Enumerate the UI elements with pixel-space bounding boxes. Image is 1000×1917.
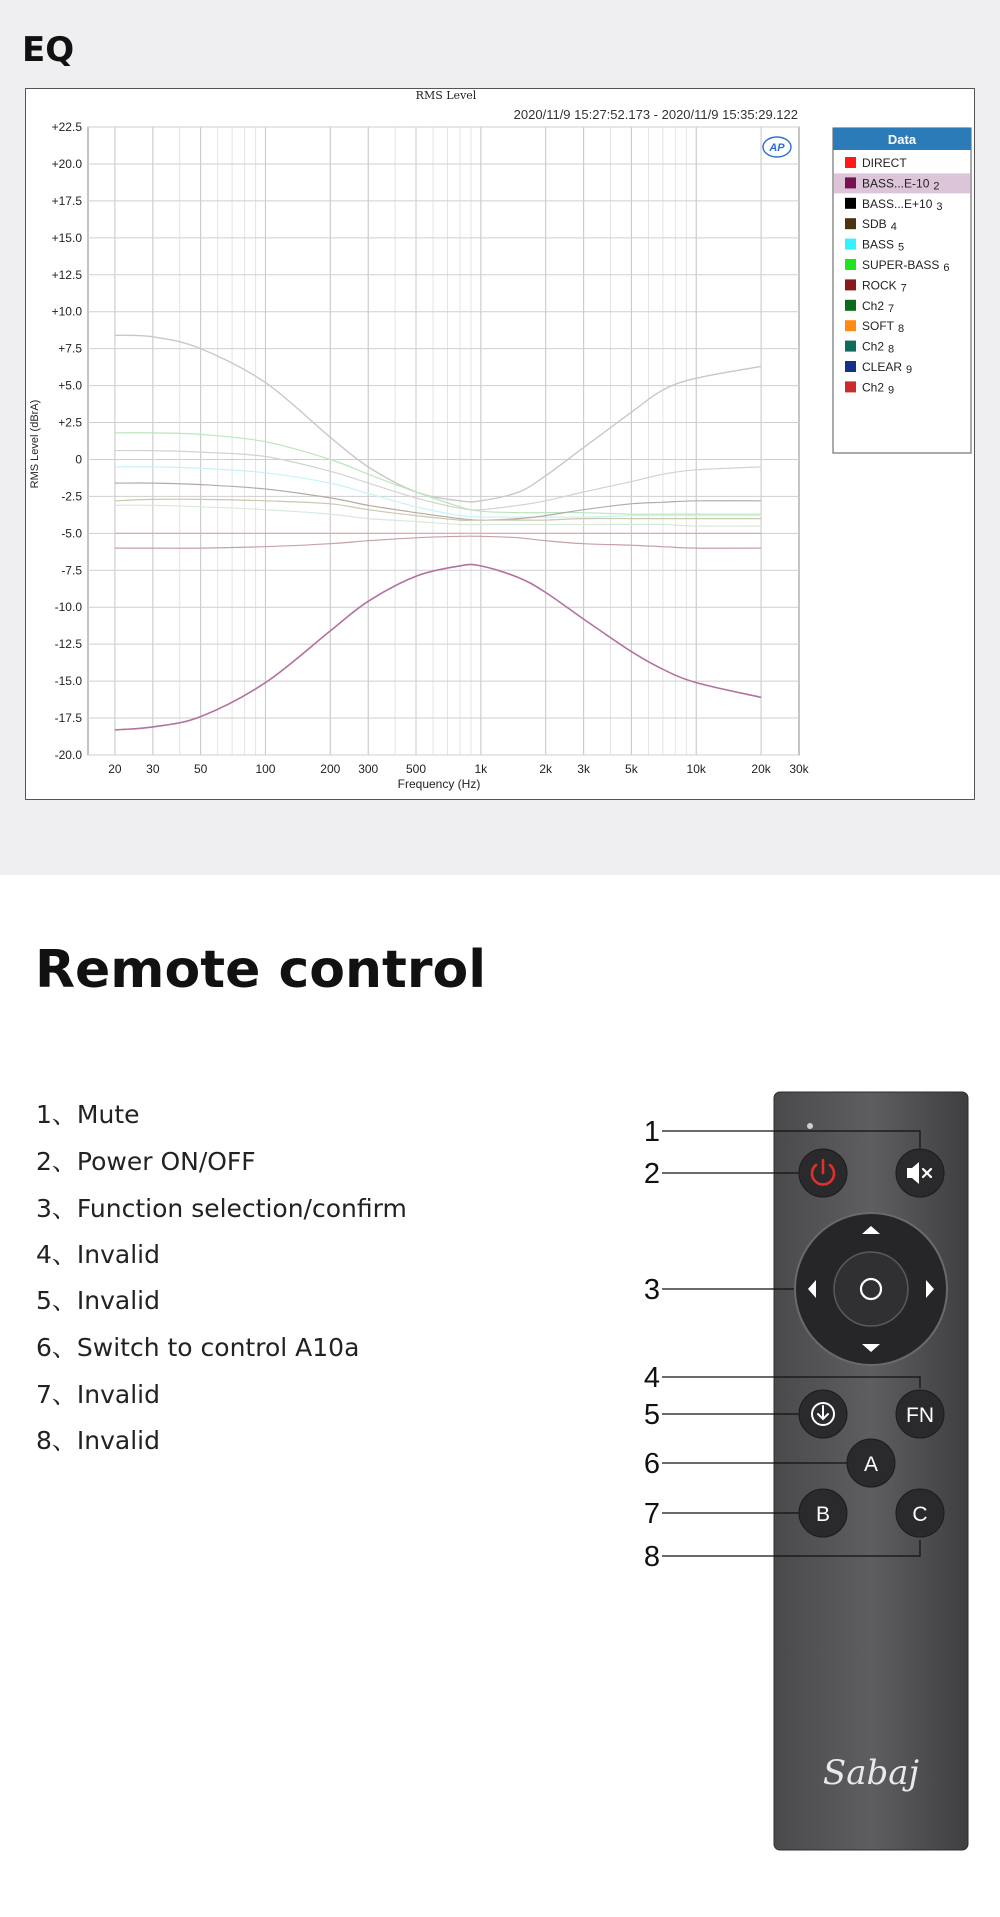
x-tick-label: 30 <box>146 762 160 776</box>
callout-4: 4 <box>643 1362 660 1394</box>
function-item-7: 7、Invalid <box>36 1380 160 1409</box>
y-tick-label: +15.0 <box>51 230 82 245</box>
function-item-4: 4、Invalid <box>36 1240 160 1269</box>
callout-numbers <box>644 1116 660 1573</box>
x-tick-label: 100 <box>255 762 276 776</box>
y-tick-label: +10.0 <box>51 304 82 319</box>
legend-label: DIRECT <box>862 156 907 170</box>
ok-button[interactable] <box>834 1252 908 1326</box>
legend <box>833 128 971 453</box>
y-tick-label: +20.0 <box>51 156 82 171</box>
x-tick-label: 2k <box>539 762 553 776</box>
function-item-3: 3、Function selection/confirm <box>36 1194 407 1223</box>
legend-label: Ch2 7 <box>862 298 895 315</box>
legend-label: BASS...E+10 3 <box>862 196 943 213</box>
x-tick-labels <box>108 762 809 776</box>
y-tick-label: -12.5 <box>54 637 82 652</box>
legend-swatch <box>845 381 856 392</box>
legend-swatch <box>845 300 856 311</box>
y-tick-label: +22.5 <box>51 120 82 134</box>
eq-graph <box>25 88 975 800</box>
callout-2: 2 <box>643 1158 660 1190</box>
callout-5: 5 <box>643 1399 660 1431</box>
legend-label: SUPER-BASS 6 <box>862 258 950 274</box>
eq-section <box>0 0 1000 875</box>
plot-area <box>88 127 799 755</box>
x-tick-label: 50 <box>193 762 208 776</box>
x-tick-label: 5k <box>625 762 638 776</box>
x-tick-label: 20 <box>108 762 122 776</box>
legend-swatch <box>845 341 856 352</box>
y-tick-label: +2.5 <box>58 415 82 430</box>
x-tick-label: 200 <box>320 762 341 776</box>
function-item-5: 5、Invalid <box>36 1286 160 1315</box>
function-item-6: 6、Switch to control A10a <box>36 1333 360 1362</box>
eq-chart <box>26 89 974 799</box>
y-tick-label: -7.5 <box>61 563 82 578</box>
ir-led <box>807 1123 813 1129</box>
y-tick-label: +7.5 <box>58 341 82 356</box>
legend-swatch <box>845 177 856 188</box>
legend-swatch <box>845 259 856 270</box>
legend-label: Ch2 9 <box>862 380 895 397</box>
eq-section-title: EQ <box>22 30 75 70</box>
navigation-pad[interactable] <box>795 1213 947 1365</box>
callout-8: 8 <box>643 1541 660 1573</box>
x-tick-label: 1k <box>474 762 488 776</box>
y-tick-label: -2.5 <box>61 489 82 504</box>
y-tick-labels <box>52 120 83 762</box>
legend-label: SDB 4 <box>862 217 897 234</box>
fn-label: FN <box>906 1404 934 1427</box>
brand-logo: Sabaj <box>822 1753 920 1793</box>
c-button[interactable] <box>896 1489 944 1537</box>
legend-swatch <box>845 320 856 331</box>
function-item-2: 2、Power ON/OFF <box>36 1147 256 1176</box>
callout-7: 7 <box>643 1498 660 1530</box>
chart-title: RMS Level <box>415 89 477 102</box>
x-tick-label: 30k <box>789 762 809 776</box>
legend-label: ROCK 7 <box>862 278 907 295</box>
y-tick-label: 0 <box>75 452 82 467</box>
a-button[interactable] <box>847 1439 895 1487</box>
b-button[interactable] <box>799 1489 847 1537</box>
ap-logo-text: AP <box>769 142 785 154</box>
x-tick-label: 3k <box>577 762 590 776</box>
download-button[interactable] <box>799 1390 847 1438</box>
legend-swatch <box>845 239 856 250</box>
y-tick-label: -5.0 <box>61 526 82 541</box>
legend-item[interactable] <box>845 156 907 170</box>
x-tick-label: 20k <box>751 762 771 776</box>
legend-label: BASS 5 <box>862 237 905 254</box>
function-item-8: 8、Invalid <box>36 1426 160 1455</box>
legend-swatch <box>845 157 856 168</box>
mute-button[interactable] <box>896 1149 944 1197</box>
x-tick-label: 500 <box>405 762 427 776</box>
callout-1: 1 <box>643 1116 660 1148</box>
power-button[interactable] <box>799 1149 847 1197</box>
function-item-1: 1、Mute <box>36 1100 140 1129</box>
legend-swatch <box>845 198 856 209</box>
legend-item[interactable] <box>834 173 970 193</box>
callout-6: 6 <box>643 1448 660 1480</box>
y-tick-label: +17.5 <box>51 193 82 208</box>
y-tick-label: -10.0 <box>54 600 82 615</box>
legend-swatch <box>845 361 856 372</box>
fn-button[interactable] <box>896 1390 944 1438</box>
x-tick-label: 10k <box>686 762 706 776</box>
legend-label: Ch2 8 <box>862 339 895 356</box>
x-tick-label: 300 <box>358 762 379 776</box>
y-tick-label: -15.0 <box>54 674 82 689</box>
c-label: C <box>912 1503 928 1526</box>
x-axis-label: Frequency (Hz) <box>397 777 481 791</box>
legend-label: BASS...E-10 2 <box>862 176 940 193</box>
callout-3: 3 <box>643 1274 660 1306</box>
b-label: B <box>815 1503 831 1526</box>
legend-swatch <box>845 279 856 290</box>
y-tick-label: -20.0 <box>54 748 82 762</box>
legend-swatch <box>845 218 856 229</box>
y-axis-label: RMS Level (dBrA) <box>29 399 41 489</box>
legend-label: CLEAR 9 <box>862 360 913 376</box>
chart-timestamp: 2020/11/9 15:27:52.173 - 2020/11/9 15:35:29.122 <box>513 107 798 122</box>
a-label: A <box>863 1453 879 1476</box>
legend-title: Data <box>887 132 917 147</box>
y-tick-label: +5.0 <box>58 378 82 393</box>
remote-illustration <box>620 1080 980 1860</box>
remote-section-title: Remote control <box>35 940 487 1000</box>
y-tick-label: +12.5 <box>51 267 82 282</box>
legend-label: SOFT 8 <box>862 319 905 336</box>
y-tick-label: -17.5 <box>54 711 82 726</box>
